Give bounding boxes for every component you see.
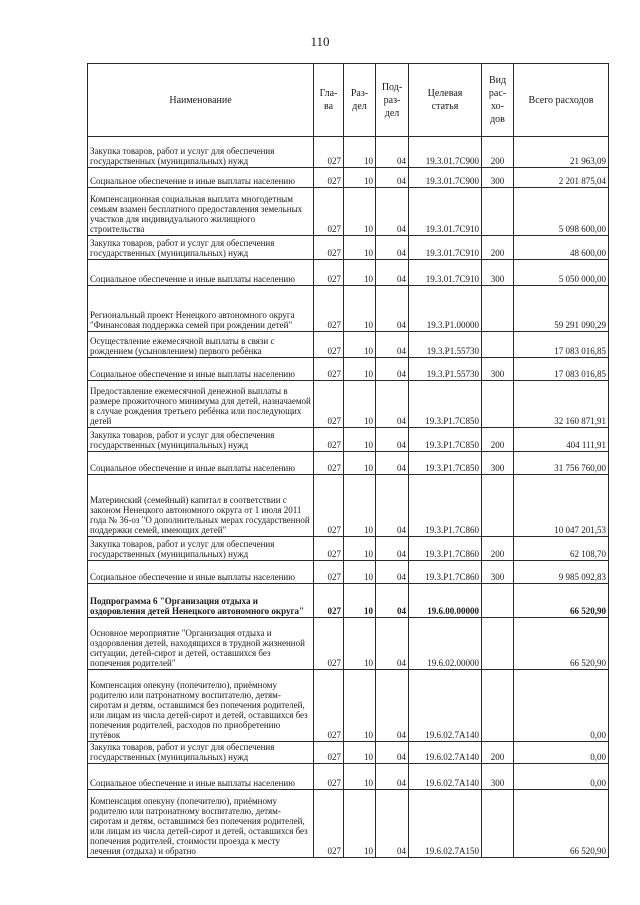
row-kind: 300 <box>482 168 514 188</box>
row-section: 10 <box>344 618 376 670</box>
row-chapter: 027 <box>314 188 344 236</box>
row-chapter: 027 <box>314 584 344 618</box>
row-chapter: 027 <box>314 742 344 764</box>
row-subsection: 04 <box>376 428 409 452</box>
row-kind <box>482 188 514 236</box>
row-chapter: 027 <box>314 561 344 584</box>
table-row <box>88 168 609 188</box>
row-section: 10 <box>344 188 376 236</box>
row-target: 19.3.Р1.7С860 <box>409 475 482 537</box>
row-total: 32 160 871,91 <box>514 381 609 428</box>
row-total: 21 963,09 <box>514 137 609 168</box>
row-total: 48 600,00 <box>514 236 609 260</box>
row-subsection: 04 <box>376 358 409 381</box>
row-total: 5 050 000,00 <box>514 260 609 286</box>
table-row <box>88 452 609 475</box>
row-section: 10 <box>344 381 376 428</box>
row-section: 10 <box>344 742 376 764</box>
header-total: Всего расходов <box>514 64 609 137</box>
row-target: 19.3.01.7С910 <box>409 188 482 236</box>
table-row <box>88 286 609 332</box>
row-target: 19.3.01.7С900 <box>409 137 482 168</box>
row-name: Региональный проект Ненецкого автономного округа "Финансовая поддержка семей при рождении детей" <box>88 286 314 332</box>
row-subsection: 04 <box>376 332 409 358</box>
table-row <box>88 475 609 537</box>
row-kind: 200 <box>482 537 514 561</box>
row-name: Предоставление ежемесячной денежной выплаты в размере прожиточного минимума для детей, назначаемой в случае рождения третьего ребёнка или последующих детей <box>88 381 314 428</box>
row-total: 31 756 760,00 <box>514 452 609 475</box>
row-section: 10 <box>344 561 376 584</box>
row-target: 19.3.01.7С900 <box>409 168 482 188</box>
row-kind: 200 <box>482 742 514 764</box>
row-section: 10 <box>344 286 376 332</box>
row-name: Социальное обеспечение и иные выплаты населению <box>88 260 314 286</box>
row-kind <box>482 332 514 358</box>
row-name: Основное мероприятие "Организация отдыха и оздоровления детей, находящихся в трудной жизненной ситуации, детей-сирот и детей, оставшихся без попечения родителей" <box>88 618 314 670</box>
row-subsection: 04 <box>376 764 409 790</box>
row-target: 19.3.Р1.7С860 <box>409 561 482 584</box>
row-target: 19.6.00.00000 <box>409 584 482 618</box>
row-subsection: 04 <box>376 584 409 618</box>
row-subsection: 04 <box>376 188 409 236</box>
row-section: 10 <box>344 236 376 260</box>
table-row <box>88 332 609 358</box>
row-total: 404 111,91 <box>514 428 609 452</box>
row-target: 19.3.Р1.7С860 <box>409 537 482 561</box>
row-target: 19.3.Р1.00000 <box>409 286 482 332</box>
row-kind <box>482 475 514 537</box>
row-name: Социальное обеспечение и иные выплаты населению <box>88 764 314 790</box>
row-kind <box>482 381 514 428</box>
row-name: Закупка товаров, работ и услуг для обеспечения государственных (муниципальных) нужд <box>88 742 314 764</box>
row-target: 19.6.02.7А140 <box>409 742 482 764</box>
row-kind <box>482 618 514 670</box>
row-subsection: 04 <box>376 452 409 475</box>
table-row <box>88 260 609 286</box>
row-section: 10 <box>344 260 376 286</box>
row-kind <box>482 790 514 858</box>
table-row <box>88 584 609 618</box>
table-row <box>88 537 609 561</box>
row-chapter: 027 <box>314 537 344 561</box>
row-subsection: 04 <box>376 137 409 168</box>
row-name: Закупка товаров, работ и услуг для обеспечения государственных (муниципальных) нужд <box>88 428 314 452</box>
row-section: 10 <box>344 584 376 618</box>
row-name: Социальное обеспечение и иные выплаты населению <box>88 561 314 584</box>
row-chapter: 027 <box>314 286 344 332</box>
row-subsection: 04 <box>376 742 409 764</box>
row-total: 66 520,90 <box>514 618 609 670</box>
row-subsection: 04 <box>376 260 409 286</box>
row-kind <box>482 286 514 332</box>
row-total: 2 201 875,04 <box>514 168 609 188</box>
row-kind: 200 <box>482 236 514 260</box>
page-number: 110 <box>310 34 330 49</box>
table-row <box>88 188 609 236</box>
row-section: 10 <box>344 764 376 790</box>
row-total: 59 291 090,29 <box>514 286 609 332</box>
row-target: 19.3.Р1.7С850 <box>409 381 482 428</box>
row-total: 17 083 016,85 <box>514 332 609 358</box>
row-subsection: 04 <box>376 168 409 188</box>
table-row <box>88 764 609 790</box>
row-subsection: 04 <box>376 236 409 260</box>
header-subsection: Под- раз- дел <box>376 64 409 137</box>
row-section: 10 <box>344 475 376 537</box>
table-row <box>88 236 609 260</box>
header-name: Наименование <box>88 64 314 137</box>
row-target: 19.6.02.7А140 <box>409 764 482 790</box>
header-target: Целевая статья <box>409 64 482 137</box>
row-chapter: 027 <box>314 168 344 188</box>
row-kind: 300 <box>482 561 514 584</box>
row-target: 19.3.Р1.7С850 <box>409 428 482 452</box>
row-kind <box>482 584 514 618</box>
table-row <box>88 137 609 168</box>
row-total: 17 083 016,85 <box>514 358 609 381</box>
header-chapter: Гла- ва <box>314 64 344 137</box>
row-name: Материнский (семейный) капитал в соответствии с законом Ненецкого автономного округа от 1 июля 2011 года № 36-оз "О дополнительных мерах государственной поддержки семей, имеющих детей" <box>88 475 314 537</box>
row-section: 10 <box>344 358 376 381</box>
row-target: 19.3.01.7С910 <box>409 236 482 260</box>
table-row <box>88 742 609 764</box>
row-target: 19.3.01.7С910 <box>409 260 482 286</box>
row-chapter: 027 <box>314 428 344 452</box>
table-row <box>88 428 609 452</box>
table-row <box>88 670 609 742</box>
row-name: Социальное обеспечение и иные выплаты населению <box>88 168 314 188</box>
row-chapter: 027 <box>314 452 344 475</box>
row-target: 19.6.02.7А150 <box>409 790 482 858</box>
table-row <box>88 358 609 381</box>
row-chapter: 027 <box>314 790 344 858</box>
row-section: 10 <box>344 168 376 188</box>
row-section: 10 <box>344 137 376 168</box>
row-total: 62 108,70 <box>514 537 609 561</box>
row-kind <box>482 670 514 742</box>
row-name: Закупка товаров, работ и услуг для обеспечения государственных (муниципальных) нужд <box>88 537 314 561</box>
row-total: 66 520,90 <box>514 790 609 858</box>
row-chapter: 027 <box>314 137 344 168</box>
row-total: 0,00 <box>514 670 609 742</box>
row-chapter: 027 <box>314 381 344 428</box>
row-target: 19.6.02.00000 <box>409 618 482 670</box>
row-subsection: 04 <box>376 381 409 428</box>
row-chapter: 027 <box>314 260 344 286</box>
row-target: 19.6.02.7А140 <box>409 670 482 742</box>
row-section: 10 <box>344 452 376 475</box>
row-name: Осуществление ежемесячной выплаты в связи с рождением (усыновлением) первого ребёнка <box>88 332 314 358</box>
row-chapter: 027 <box>314 764 344 790</box>
row-target: 19.3.Р1.55730 <box>409 358 482 381</box>
header-kind: Вид рас- хо- дов <box>482 64 514 137</box>
row-name: Социальное обеспечение и иные выплаты населению <box>88 452 314 475</box>
row-name: Компенсация опекуну (попечителю), приёмному родителю или патронатному воспитателю, детям-сиротам и детям, оставшимся без попечения родителей, или лицам из числа детей-сирот и детей, оставшихся без попечения родителей, стоимости проезда к месту лечения (отдыха) и обратно <box>88 790 314 858</box>
row-chapter: 027 <box>314 358 344 381</box>
row-subsection: 04 <box>376 790 409 858</box>
row-chapter: 027 <box>314 670 344 742</box>
row-section: 10 <box>344 332 376 358</box>
row-section: 10 <box>344 537 376 561</box>
row-name: Закупка товаров, работ и услуг для обеспечения государственных (муниципальных) нужд <box>88 236 314 260</box>
header-section: Раз- дел <box>344 64 376 137</box>
row-name: Компенсационная социальная выплата многодетным семьям взамен бесплатного предоставления земельных участков для индивидуального жилищного строительства <box>88 188 314 236</box>
row-kind: 300 <box>482 260 514 286</box>
row-kind: 300 <box>482 764 514 790</box>
row-name: Социальное обеспечение и иные выплаты населению <box>88 358 314 381</box>
row-subsection: 04 <box>376 670 409 742</box>
row-kind: 200 <box>482 428 514 452</box>
row-subsection: 04 <box>376 475 409 537</box>
row-subsection: 04 <box>376 561 409 584</box>
row-total: 9 985 092,83 <box>514 561 609 584</box>
row-target: 19.3.Р1.7С850 <box>409 452 482 475</box>
row-section: 10 <box>344 670 376 742</box>
row-kind: 200 <box>482 137 514 168</box>
row-chapter: 027 <box>314 618 344 670</box>
row-section: 10 <box>344 428 376 452</box>
row-name: Компенсация опекуну (попечителю), приёмному родителю или патронатному воспитателю, детям-сиротам и детям, оставшимся без попечения родителей, или лицам из числа детей-сирот и детей, оставшихся без попечения родителей, расходов по приобретению путёвок <box>88 670 314 742</box>
row-chapter: 027 <box>314 475 344 537</box>
table-row <box>88 618 609 670</box>
row-subsection: 04 <box>376 618 409 670</box>
budget-table <box>87 63 609 858</box>
row-kind: 300 <box>482 358 514 381</box>
table-row <box>88 790 609 858</box>
table-row <box>88 381 609 428</box>
row-target: 19.3.Р1.55730 <box>409 332 482 358</box>
row-total: 0,00 <box>514 742 609 764</box>
row-name: Закупка товаров, работ и услуг для обеспечения государственных (муниципальных) нужд <box>88 137 314 168</box>
row-total: 10 047 201,53 <box>514 475 609 537</box>
row-kind: 300 <box>482 452 514 475</box>
row-total: 5 098 600,00 <box>514 188 609 236</box>
row-section: 10 <box>344 790 376 858</box>
row-total: 66 520,90 <box>514 584 609 618</box>
row-total: 0,00 <box>514 764 609 790</box>
row-subsection: 04 <box>376 537 409 561</box>
row-name: Подпрограмма 6 "Организация отдыха и оздоровления детей Ненецкого автономного округа" <box>88 584 314 618</box>
table-header-row <box>88 64 609 137</box>
row-subsection: 04 <box>376 286 409 332</box>
row-chapter: 027 <box>314 236 344 260</box>
row-chapter: 027 <box>314 332 344 358</box>
table-row <box>88 561 609 584</box>
